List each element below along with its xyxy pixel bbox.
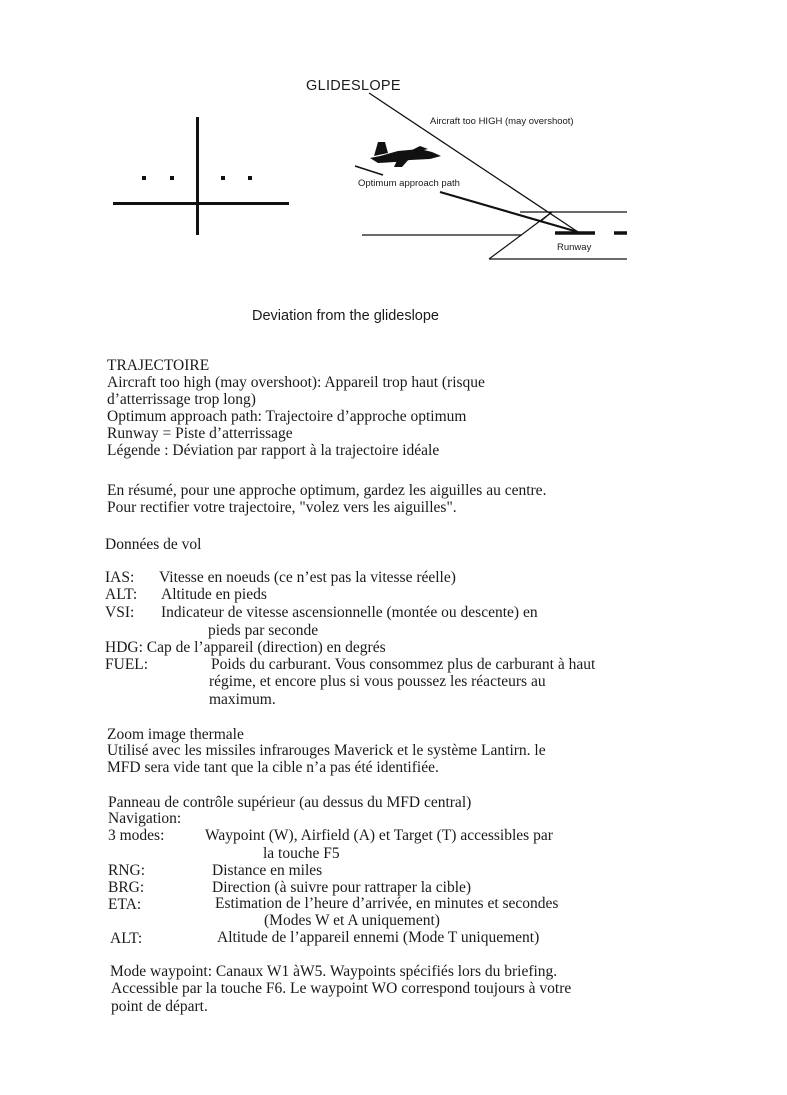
waypoint-line: Mode waypoint: Canaux W1 àW5. Waypoints spécifiés lors du briefing. (110, 963, 558, 980)
fuel-term: FUEL: (105, 656, 149, 673)
deviation-dot (170, 176, 174, 180)
deviation-dot (142, 176, 146, 180)
figure-caption: Deviation from the glideslope (252, 308, 439, 324)
navigation-label: Navigation: (108, 810, 182, 827)
deviation-dot (221, 176, 225, 180)
hdg-line: HDG: Cap de l’appareil (direction) en degrés (105, 639, 386, 656)
enemy-alt-definition: Altitude de l’appareil ennemi (Mode T uniquement) (217, 929, 540, 946)
aircraft-shadow-line (355, 166, 383, 175)
modes-definition: Waypoint (W), Airfield (A) et Target (T) accessibles par (205, 827, 553, 844)
glideslope-needle (113, 202, 289, 205)
vsi-definition-cont: pieds par seconde (208, 622, 319, 639)
waypoint-line: Accessible par la touche F6. Le waypoint WO correspond toujours à votre (111, 980, 572, 997)
zoom-heading: Zoom image thermale (107, 726, 244, 743)
runway-perspective-inner (540, 212, 552, 222)
vsi-term: VSI: (105, 604, 135, 621)
trajectoire-line: Légende : Déviation par rapport à la trajectoire idéale (107, 442, 440, 459)
rng-term: RNG: (108, 862, 146, 879)
eta-definition-cont: (Modes W et A uniquement) (264, 912, 440, 929)
waypoint-line: point de départ. (111, 998, 208, 1015)
fuel-definition: Poids du carburant. Vous consommez plus de carburant à haut (211, 656, 596, 673)
localizer-needle (196, 117, 199, 235)
summary-line: En résumé, pour une approche optimum, gardez les aiguilles au centre. (107, 482, 547, 499)
fuel-definition-cont: maximum. (209, 691, 276, 708)
rng-definition: Distance en miles (212, 862, 323, 879)
deviation-dot (248, 176, 252, 180)
flight-data-heading: Données de vol (105, 536, 202, 553)
trajectoire-heading: TRAJECTOIRE (107, 357, 210, 374)
trajectoire-line: Runway = Piste d’atterrissage (107, 425, 293, 442)
alt-term: ALT: (105, 586, 138, 603)
eta-definition: Estimation de l’heure d’arrivée, en minutes et secondes (215, 895, 559, 912)
zoom-line: MFD sera vide tant que la cible n’a pas été identifiée. (107, 759, 439, 776)
fighter-jet-icon (370, 142, 441, 167)
brg-term: BRG: (108, 879, 145, 896)
glideslope-diagram (0, 0, 787, 300)
fuel-definition-cont: régime, et encore plus si vous poussez les réacteurs au (209, 673, 546, 690)
alt-definition: Altitude en pieds (161, 586, 267, 603)
ias-definition: Vitesse en noeuds (ce n’est pas la vitesse réelle) (159, 569, 456, 586)
trajectoire-line: Optimum approach path: Trajectoire d’approche optimum (107, 408, 467, 425)
label-optimum-approach: Optimum approach path (358, 178, 460, 189)
eta-term: ETA: (108, 896, 142, 913)
trajectoire-line: Aircraft too high (may overshoot): Appareil trop haut (risque (107, 374, 485, 391)
enemy-alt-term: ALT: (110, 930, 143, 947)
panel-heading: Panneau de contrôle supérieur (au dessus du MFD central) (108, 794, 472, 811)
summary-line: Pour rectifier votre trajectoire, "volez vers les aiguilles". (107, 499, 457, 516)
brg-definition: Direction (à suivre pour rattraper la cible) (212, 879, 472, 896)
modes-definition-cont: la touche F5 (263, 845, 340, 862)
trajectoire-line: d’atterrissage trop long) (107, 391, 256, 408)
vsi-definition: Indicateur de vitesse ascensionnelle (montée ou descente) en (161, 604, 538, 621)
modes-term: 3 modes: (108, 827, 165, 844)
label-aircraft-too-high: Aircraft too HIGH (may overshoot) (430, 116, 574, 127)
deviation-indicator (113, 117, 289, 235)
ias-term: IAS: (105, 569, 135, 586)
figure-title: GLIDESLOPE (306, 78, 401, 94)
label-runway: Runway (557, 242, 592, 253)
zoom-line: Utilisé avec les missiles infrarouges Maverick et le système Lantirn. le (107, 742, 546, 759)
